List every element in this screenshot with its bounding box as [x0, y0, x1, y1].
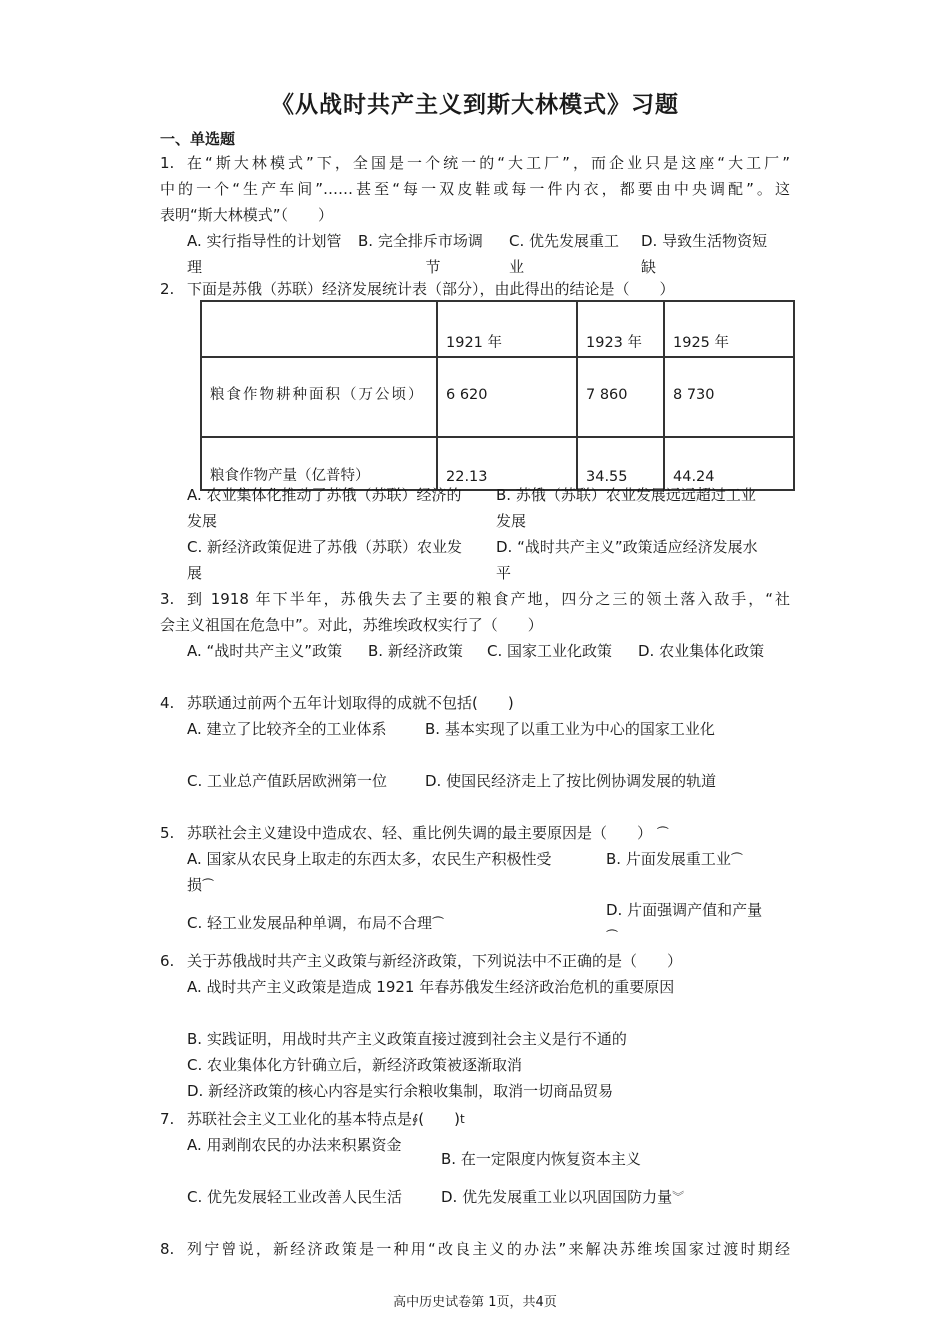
q8-stem-line-1: 列宁曾说，新经济政策是一种用“改良主义的办法”来解决苏维埃国家过渡时期经 [187, 1240, 790, 1258]
q1-stem-line-1: 在“斯大林模式”下，全国是一个统一的“大工厂”，而企业只是这座“大工厂” [187, 154, 790, 172]
table-header-cell: 1925 年 [664, 301, 794, 357]
q1-option-b[interactable] [358, 228, 508, 280]
question-number: 2. [160, 280, 175, 298]
table-header-row [201, 301, 794, 357]
question-number: 6. [160, 952, 175, 970]
q7-paren: ( ) [418, 1110, 460, 1128]
q4-option-c[interactable]: C. 工业总产值跃居欧洲第一位 [187, 772, 388, 790]
section-heading: 一、单选题 [160, 130, 236, 148]
mark-icon: t [460, 1112, 465, 1126]
q5-option-b[interactable] [606, 846, 742, 872]
page-footer: 高中历史试卷第 1页，共4页 [393, 1295, 557, 1310]
question-number: 5. [160, 824, 175, 842]
question-number: 8. [160, 1240, 175, 1258]
option-text: D. 导致生活物资短 [641, 232, 768, 250]
option-text: 平 [496, 564, 512, 582]
mark-icon: ︾ [672, 1190, 685, 1204]
q1-stem-line-2: 中的一个“生产车间”……甚至“每一双皮鞋或每一件内衣，都要由中央调配”。这 [160, 180, 790, 198]
q5-option-d[interactable] [606, 897, 762, 949]
q4-option-a[interactable]: A. 建立了比较齐全的工业体系 [187, 720, 387, 738]
q7-option-d[interactable] [441, 1184, 684, 1210]
q6-option-d[interactable]: D. 新经济政策的核心内容是实行余粮收集制，取消一切商品贸易 [187, 1082, 614, 1100]
option-text: B. 完全排斥市场调 [358, 232, 483, 250]
question-number: 4. [160, 694, 175, 712]
table-cell: 44.24 [664, 437, 794, 490]
q6-stem: 关于苏俄战时共产主义政策与新经济政策，下列说法中不正确的是（ ） [187, 952, 683, 970]
q4-option-d[interactable]: D. 使国民经济走上了按比例协调发展的轨道 [425, 772, 717, 790]
option-text: B. 片面发展重工业 [606, 850, 731, 868]
q2-option-b[interactable] [496, 482, 756, 534]
question-number: 1. [160, 154, 175, 172]
option-text: 缺 [641, 258, 657, 276]
q5-option-c[interactable] [187, 910, 444, 936]
table-row [201, 357, 794, 437]
option-text: D. 优先发展重工业以巩固国防力量 [441, 1188, 673, 1206]
option-text: 损 [187, 876, 203, 894]
table-cell: 粮食作物耕种面积（万公顷） [201, 357, 437, 437]
option-text: 节 [425, 258, 441, 276]
q1-stem-line-3: 表明“斯大林模式”（ ） [160, 206, 334, 224]
table-header-cell: 1921 年 [437, 301, 577, 357]
q4-option-b[interactable]: B. 基本实现了以重工业为中心的国家工业化 [425, 720, 715, 738]
q5-stem [187, 820, 668, 846]
q2-option-a[interactable] [187, 482, 462, 534]
mark-icon: ⏜ [432, 916, 444, 930]
question-number: 7. [160, 1110, 175, 1128]
q5-stem-text: 苏联社会主义建设中造成农、轻、重比例失调的最主要原因是（ ） [187, 824, 653, 842]
q1-option-d[interactable] [641, 228, 767, 280]
option-text: A. 实行指导性的计划管 [187, 232, 342, 250]
q5-option-a-continued [187, 872, 214, 898]
question-number: 3. [160, 590, 175, 608]
statistics-table [200, 300, 795, 491]
table-cell: 6 620 [437, 357, 577, 437]
q2-stem: 下面是苏俄（苏联）经济发展统计表（部分），由此得出的结论是（ ） [187, 280, 675, 298]
q7-option-b[interactable]: B. 在一定限度内恢复资本主义 [441, 1150, 641, 1168]
q7-stem [187, 1106, 465, 1132]
q7-stem-text: 苏联社会主义工业化的基本特点是 [187, 1110, 413, 1128]
option-text: 发展 [187, 512, 218, 530]
mark-icon: ⏜ [656, 826, 669, 840]
q7-option-c[interactable]: C. 优先发展轻工业改善人民生活 [187, 1188, 403, 1206]
option-text: D. 片面强调产值和产量 [606, 901, 763, 919]
q2-option-d[interactable] [496, 534, 758, 586]
q3-stem-line-1: 到 1918 年下半年，苏俄失去了主要的粮食产地，四分之三的领土落入敌手，“社 [187, 590, 790, 608]
table-cell: 34.55 [577, 437, 664, 490]
table-cell: 粮食作物产量（亿普特） [201, 437, 437, 490]
option-text: 展 [187, 564, 203, 582]
q3-option-b[interactable]: B. 新经济政策 [368, 642, 463, 660]
q5-option-a[interactable] [187, 846, 552, 872]
table-header-cell: 1923 年 [577, 301, 664, 357]
q6-option-b[interactable]: B. 实践证明，用战时共产主义政策直接过渡到社会主义是行不通的 [187, 1030, 627, 1048]
q3-stem-line-2: 会主义祖国在危急中”。对此，苏维埃政权实行了（ ） [160, 616, 543, 634]
q6-option-a[interactable]: A. 战时共产主义政策是造成 1921 年春苏俄发生经济政治危机的重要原因 [187, 978, 675, 996]
option-text: B. 苏俄（苏联）农业发展远远超过工业 [496, 486, 756, 504]
q1-option-a[interactable] [187, 228, 342, 280]
q3-option-d[interactable]: D. 农业集体化政策 [638, 642, 765, 660]
option-text: C. 新经济政策促进了苏俄（苏联）农业发 [187, 538, 463, 556]
q3-option-c[interactable]: C. 国家工业化政策 [487, 642, 613, 660]
option-text: A. 国家从农民身上取走的东西太多，农民生产积极性受 [187, 850, 552, 868]
q2-option-c[interactable] [187, 534, 462, 586]
q3-option-a[interactable]: A. “战时共产主义”政策 [187, 642, 343, 660]
option-text: D. “战时共产主义”政策适应经济发展水 [496, 538, 758, 556]
q4-stem: 苏联通过前两个五年计划取得的成就不包括( ) [187, 694, 514, 712]
q1-option-c[interactable] [509, 228, 641, 280]
option-text: 业 [509, 258, 525, 276]
table-cell: 8 730 [664, 357, 794, 437]
table-cell: 22.13 [437, 437, 577, 490]
option-text: 发展 [496, 512, 527, 530]
option-text: A. 农业集体化推动了苏俄（苏联）经济的 [187, 486, 462, 504]
mark-icon: ⨕ [412, 1112, 419, 1126]
option-text: 理 [187, 258, 203, 276]
q7-option-a[interactable]: A. 用剥削农民的办法来积累资金 [187, 1136, 402, 1154]
mark-icon: ⏜ [730, 852, 743, 866]
option-text: C. 优先发展重工 [509, 232, 620, 250]
table-cell: 7 860 [577, 357, 664, 437]
mark-icon: ⏜ [606, 929, 618, 943]
q6-option-c[interactable]: C. 农业集体化方针确立后，新经济政策被逐渐取消 [187, 1056, 523, 1074]
option-text: C. 轻工业发展品种单调，布局不合理 [187, 914, 433, 932]
document-title: 《从战时共产主义到斯大林模式》习题 [271, 92, 679, 118]
mark-icon: ⏜ [202, 878, 214, 892]
table-header-cell [201, 301, 437, 357]
